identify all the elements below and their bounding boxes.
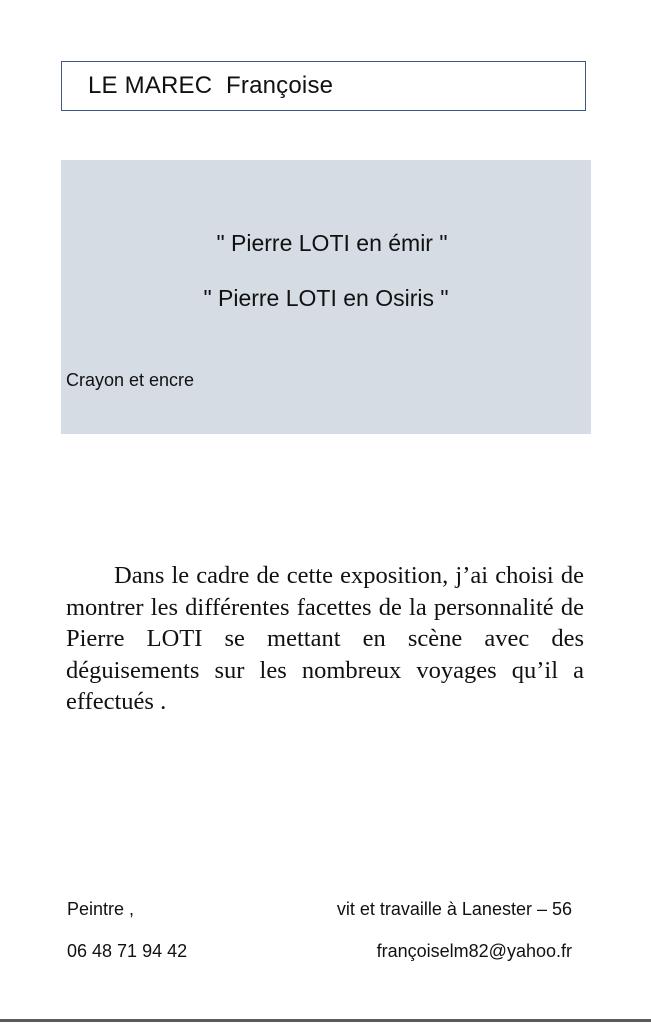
artwork-title-1: " Pierre LOTI en émir ": [216, 230, 448, 256]
artist-profession: Peintre ,: [67, 899, 135, 919]
artist-name-box: [61, 61, 586, 111]
artist-statement: Dans le cadre de cette exposition, j’ai choisi de montrer les différentes facettes de la personnalité de Pierre LOTI se mettant en scène avec des déguisements sur les nombreux voyages qu’il a effectués .: [66, 562, 584, 715]
artwork-title-2: " Pierre LOTI en Osiris ": [203, 285, 449, 311]
artwork-medium: Crayon et encre: [66, 370, 195, 390]
email-address: françoiselm82@yahoo.fr: [376, 941, 572, 961]
artwork-info-panel: [61, 160, 591, 434]
artist-name: LE MAREC Françoise: [88, 72, 334, 99]
artist-location: vit et travaille à Lanester – 56: [336, 899, 572, 919]
bottom-divider: [0, 1019, 651, 1022]
phone-number: 06 48 71 94 42: [67, 941, 188, 961]
